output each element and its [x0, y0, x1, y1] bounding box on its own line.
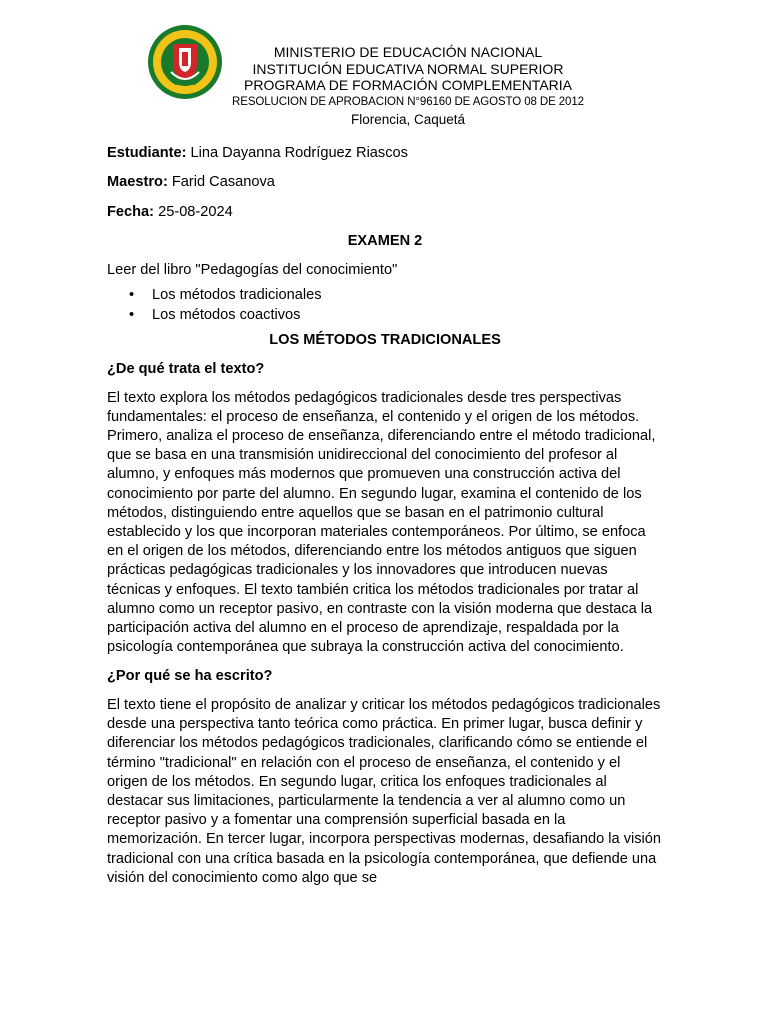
- header-city: Florencia, Caquetá: [350, 111, 466, 127]
- list-item: [107, 305, 663, 325]
- document-body: [107, 144, 663, 898]
- exam-title: EXAMEN 2: [347, 233, 423, 250]
- date-value: 25-08-2024: [154, 203, 233, 220]
- section-title: LOS MÉTODOS TRADICIONALES: [269, 331, 501, 348]
- list-item: [107, 285, 663, 305]
- teacher-field: [107, 173, 663, 192]
- answer-2: El texto tiene el propósito de analizar y criticar los métodos pedagógicos tradicionales desde una perspectiva tanto teórica como práctica. En primer lugar, busca definir y diferenciar los métodos pedagógicos tradicionales, clarificando cómo se entiende el término "tradicional" en relación con el proceso de enseñanza, el contenido y el origen de los métodos. En segundo lugar, critica los enfoques tradicionales al destacar sus limitaciones, particularmente la tendencia a ver al alumno como un receptor pasivo y a fomentar una comprensión superficial basada en la memorización. En tercer lugar, incorpora perspectivas modernas, desafiando la visión tradicional con una crítica basada en la psicología contemporánea, que defiende una visión del conocimiento como algo que se: [107, 697, 662, 886]
- header-institution: INSTITUCIÓN EDUCATIVA NORMAL SUPERIOR: [252, 60, 564, 77]
- header-ministry: MINISTERIO DE EDUCACIÓN NACIONAL: [273, 44, 543, 60]
- bullet-icon: •: [129, 306, 135, 323]
- question-2: ¿Por qué se ha escrito?: [107, 668, 273, 685]
- intro-text: Leer del libro "Pedagogías del conocimiento": [107, 262, 398, 279]
- list-item-label: Los métodos tradicionales: [152, 286, 322, 303]
- date-label: Fecha:: [107, 203, 155, 220]
- bullet-icon: •: [129, 286, 135, 303]
- student-field: [107, 144, 663, 163]
- date-field: [107, 203, 663, 222]
- student-value: Lina Dayanna Rodríguez Riascos: [186, 145, 408, 161]
- answer-1: El texto explora los métodos pedagógicos tradicionales desde tres perspectivas fundamentales: el proceso de enseñanza, el contenido y el origen de los métodos. Primero, analiza el proceso de enseñanza, diferenciando entre el método tradicional, que se basa en una transmisión unidireccional del conocimiento del profesor al alumno, y enfoques más modernos que promueven una construcción activa del conocimiento por parte del alumno. En segundo lugar, examina el contenido de los métodos, distinguiendo entre aquellos que se basan en el patrimonio cultural establecido y los que incorporan materiales contemporáneos. Por último, se enfoca en el origen de los métodos, diferenciando entre los métodos antiguos que siguen prácticas pedagógicas tradicionales y los innovadores que introducen nuevas técnicas y enfoques. El texto también critica los métodos tradicionales por tratar al alumno como un receptor pasivo, en contraste con la visión moderna que destaca la participación activa del alumno en el proceso de aprendizaje, respaldada por la psicología contemporánea que subraya la construcción activa del conocimiento.: [107, 389, 656, 656]
- document-header: [200, 44, 616, 128]
- topic-list: [107, 285, 663, 325]
- question-1: ¿De qué trata el texto?: [107, 360, 265, 377]
- header-resolution: RESOLUCION DE APROBACION N°96160 DE AGOSTO 08 DE 2012: [232, 95, 584, 108]
- teacher-label: Maestro:: [107, 174, 168, 191]
- header-program: PROGRAMA DE FORMACIÓN COMPLEMENTARIA: [244, 77, 572, 94]
- list-item-label: Los métodos coactivos: [152, 306, 301, 323]
- teacher-value: Farid Casanova: [167, 174, 275, 191]
- student-label: Estudiante:: [107, 145, 187, 161]
